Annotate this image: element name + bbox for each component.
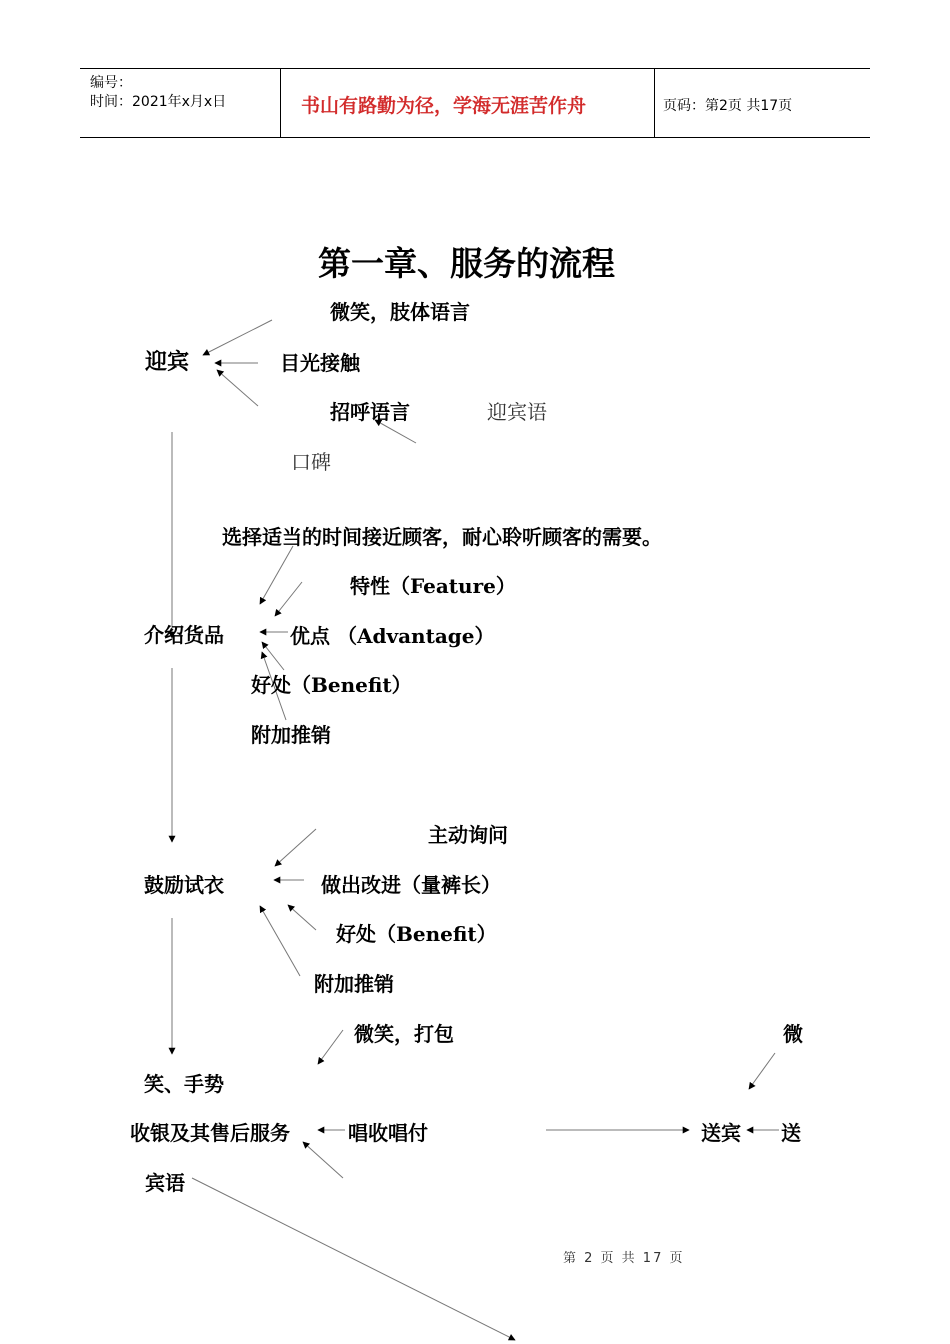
step-checkout: 收银及其售后服务: [130, 1121, 290, 1145]
arrow-benefit-to-introduce: [262, 642, 284, 670]
welcome-item-smile: 微笑，肢体语言: [330, 300, 470, 324]
arrow-benefit2-to-tryon: [288, 905, 316, 930]
arrow-pack-to-gesture: [318, 1030, 343, 1064]
step-sendoff: 送宾: [701, 1121, 741, 1145]
tryon-item-improve: 做出改进（量裤长）: [321, 873, 501, 897]
arrow-smile-to-welcome: [203, 320, 272, 355]
checkout-smile: 微: [783, 1022, 803, 1046]
checkout-gesture: 笑、手势: [144, 1072, 224, 1096]
checkout-guest-words: 宾语: [145, 1171, 185, 1195]
tryon-item-upsell: 附加推销: [314, 972, 394, 996]
arrow-guestwords-down: [192, 1178, 515, 1340]
arrow-smile-to-sendoff: [749, 1053, 775, 1089]
motto: 书山有路勤为径，学海无涯苦作舟: [301, 95, 587, 117]
page-label: 页码：第2页 共17页: [663, 98, 793, 114]
welcome-item-greeting: 招呼语言: [330, 400, 410, 424]
checkout-sing: 唱收唱付: [348, 1121, 428, 1145]
checkout-send: 送: [781, 1121, 801, 1145]
welcome-side-note: 迎宾语: [487, 400, 547, 424]
step-tryon: 鼓励试衣: [144, 873, 224, 897]
page-footer: 第 2 页 共 17 页: [563, 1251, 685, 1266]
introduce-lead: 选择适当的时间接近顾客，耐心聆听顾客的需要。: [222, 525, 662, 549]
chapter-title: 第一章、服务的流程: [318, 244, 615, 283]
step-introduce: 介绍货品: [144, 623, 224, 647]
arrow-upsell2-to-tryon: [260, 906, 300, 976]
tryon-item-benefit: 好处（Benefit）: [336, 922, 497, 946]
step-welcome: 迎宾: [145, 350, 190, 375]
number-label: 编号：: [90, 75, 132, 91]
tryon-item-ask: 主动询问: [428, 823, 508, 847]
introduce-item-advantage: 优点 （Advantage）: [290, 624, 495, 648]
welcome-item-eye-contact: 目光接触: [280, 351, 360, 375]
arrow-feature-to-introduce: [275, 582, 302, 616]
checkout-smile-pack: 微笑，打包: [354, 1022, 454, 1046]
arrow-lead-to-introduce: [260, 546, 293, 604]
introduce-item-feature: 特性（Feature）: [350, 574, 516, 598]
introduce-item-benefit: 好处（Benefit）: [251, 673, 412, 697]
arrow-below-to-checkout: [303, 1142, 343, 1178]
word-of-mouth: 口碑: [291, 450, 331, 474]
date-label: 时间：2021年x月x日: [90, 94, 227, 110]
arrow-ask-to-tryon: [275, 829, 316, 866]
introduce-item-upsell: 附加推销: [251, 723, 331, 747]
arrow-greet-to-welcome: [217, 370, 258, 406]
